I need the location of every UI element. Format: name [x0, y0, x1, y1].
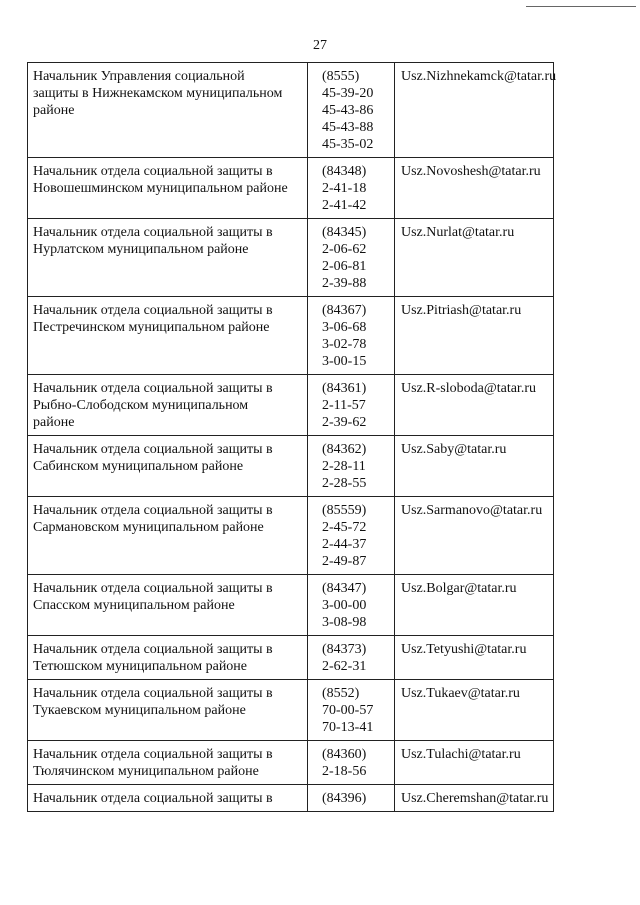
email-cell: [395, 497, 554, 575]
phone-area-code: (84348): [322, 164, 367, 179]
page-number: 27: [313, 38, 327, 53]
table-row: [28, 297, 554, 375]
email-cell: [395, 375, 554, 436]
phone-area-code: (85559): [322, 503, 367, 518]
department-title-cell: [28, 497, 308, 575]
department-title-line: Начальник отдела социальной защиты в: [33, 581, 273, 596]
email-cell: [395, 680, 554, 741]
phone-area-code: (84360): [322, 747, 367, 762]
email-cell: [395, 636, 554, 680]
department-title-line: защиты в Нижнекамском муниципальном: [33, 86, 283, 101]
email-address: Usz.Saby@tatar.ru: [401, 442, 507, 457]
email-cell: [395, 158, 554, 219]
phone-area-code: (84367): [322, 303, 367, 318]
department-title-line: Начальник отдела социальной защиты в: [33, 642, 273, 657]
phone-number: 2-28-11: [322, 459, 366, 474]
department-title-line: Начальник отдела социальной защиты в: [33, 225, 273, 240]
department-title-cell: [28, 680, 308, 741]
department-title-line: Спасском муниципальном районе: [33, 598, 235, 613]
table-row: [28, 680, 554, 741]
department-title-line: Новошешминском муниципальном районе: [33, 181, 288, 196]
phone-number: 45-43-86: [322, 103, 374, 118]
email-address: Usz.Tukaev@tatar.ru: [401, 686, 520, 701]
phone-number: 2-44-37: [322, 537, 367, 552]
table-row: [28, 436, 554, 497]
department-title-cell: [28, 63, 308, 158]
phone-cell: [308, 785, 395, 812]
phone-area-code: (84362): [322, 442, 367, 457]
email-address: Usz.Tulachi@tatar.ru: [401, 747, 521, 762]
phone-area-code: (84373): [322, 642, 367, 657]
email-address: Usz.R-sloboda@tatar.ru: [401, 381, 536, 396]
email-cell: [395, 297, 554, 375]
table-row: [28, 497, 554, 575]
phone-number: 2-39-88: [322, 276, 367, 291]
email-address: Usz.Nizhnekamck@tatar.ru: [401, 69, 557, 84]
phone-area-code: (8552): [322, 686, 360, 701]
phone-number: 45-35-02: [322, 137, 374, 152]
department-title-line: районе: [33, 415, 75, 430]
department-title-line: Сабинском муниципальном районе: [33, 459, 244, 474]
phone-cell: [308, 680, 395, 741]
email-address: Usz.Nurlat@tatar.ru: [401, 225, 515, 240]
phone-number: 2-06-62: [322, 242, 367, 257]
phone-cell: [308, 636, 395, 680]
department-title-cell: [28, 636, 308, 680]
phone-number: 3-06-68: [322, 320, 367, 335]
department-title-line: Начальник отдела социальной защиты в: [33, 442, 273, 457]
department-title-line: Начальник отдела социальной защиты в: [33, 686, 273, 701]
phone-number: 2-62-31: [322, 659, 367, 674]
department-title-cell: [28, 785, 308, 812]
email-address: Usz.Bolgar@tatar.ru: [401, 581, 517, 596]
contacts-table: [27, 62, 557, 812]
email-cell: [395, 741, 554, 785]
phone-cell: [308, 158, 395, 219]
phone-number: 3-08-98: [322, 615, 367, 630]
phone-number: 2-45-72: [322, 520, 367, 535]
table-row: [28, 219, 554, 297]
phone-number: 2-28-55: [322, 476, 367, 491]
department-title-line: Сармановском муниципальном районе: [33, 520, 264, 535]
phone-number: 3-02-78: [322, 337, 367, 352]
phone-number: 2-11-57: [322, 398, 366, 413]
phone-number: 2-41-42: [322, 198, 367, 213]
table-row: [28, 741, 554, 785]
department-title-line: Тетюшском муниципальном районе: [33, 659, 248, 674]
department-title-cell: [28, 575, 308, 636]
department-title-cell: [28, 158, 308, 219]
table-row: [28, 785, 554, 812]
phone-number: 2-41-18: [322, 181, 367, 196]
email-cell: [395, 575, 554, 636]
email-cell: [395, 785, 554, 812]
department-title-line: Начальник Управления социальной: [33, 69, 245, 84]
department-title-line: Тукаевском муниципальном районе: [33, 703, 246, 718]
email-address: Usz.Novoshesh@tatar.ru: [401, 164, 541, 179]
department-title-cell: [28, 741, 308, 785]
table-row: [28, 158, 554, 219]
department-title-line: Начальник отдела социальной защиты в: [33, 303, 273, 318]
table-row: [28, 636, 554, 680]
phone-number: 3-00-15: [322, 354, 367, 369]
email-cell: [395, 436, 554, 497]
phone-number: 2-49-87: [322, 554, 367, 569]
phone-number: 45-43-88: [322, 120, 374, 135]
contacts-table-body: [28, 63, 557, 812]
email-cell: [395, 219, 554, 297]
table-row: [28, 575, 554, 636]
phone-cell: [308, 375, 395, 436]
department-title-line: Тюлячинском муниципальном районе: [33, 764, 259, 779]
phone-area-code: (84361): [322, 381, 367, 396]
phone-number: 3-00-00: [322, 598, 367, 613]
phone-number: 2-06-81: [322, 259, 367, 274]
phone-area-code: (84345): [322, 225, 367, 240]
phone-area-code: (84347): [322, 581, 367, 596]
department-title-line: Нурлатском муниципальном районе: [33, 242, 249, 257]
phone-number: 70-00-57: [322, 703, 374, 718]
department-title-cell: [28, 375, 308, 436]
phone-cell: [308, 436, 395, 497]
department-title-line: Начальник отдела социальной защиты в: [33, 381, 273, 396]
department-title-line: Начальник отдела социальной защиты в: [33, 791, 273, 806]
phone-cell: [308, 297, 395, 375]
department-title-line: Рыбно-Слободском муниципальном: [33, 398, 249, 413]
phone-number: 2-39-62: [322, 415, 367, 430]
phone-area-code: (8555): [322, 69, 360, 84]
phone-number: 70-13-41: [322, 720, 374, 735]
phone-number: 2-18-56: [322, 764, 367, 779]
department-title-line: Пестречинском муниципальном районе: [33, 320, 270, 335]
table-row: [28, 63, 554, 158]
department-title-line: Начальник отдела социальной защиты в: [33, 164, 273, 179]
phone-cell: [308, 575, 395, 636]
phone-number: 45-39-20: [322, 86, 374, 101]
department-title-line: Начальник отдела социальной защиты в: [33, 747, 273, 762]
department-title-cell: [28, 297, 308, 375]
department-title-line: Начальник отдела социальной защиты в: [33, 503, 273, 518]
department-title-cell: [28, 219, 308, 297]
phone-cell: [308, 63, 395, 158]
phone-cell: [308, 497, 395, 575]
department-title-line: районе: [33, 103, 75, 118]
email-address: Usz.Sarmanovo@tatar.ru: [401, 503, 543, 518]
table-row: [28, 375, 554, 436]
phone-area-code: (84396): [322, 791, 367, 806]
top-rule: [526, 6, 636, 7]
email-cell: [395, 63, 557, 158]
phone-cell: [308, 741, 395, 785]
department-title-cell: [28, 436, 308, 497]
phone-cell: [308, 219, 395, 297]
email-address: Usz.Tetyushi@tatar.ru: [401, 642, 527, 657]
email-address: Usz.Pitriash@tatar.ru: [401, 303, 522, 318]
email-address: Usz.Cheremshan@tatar.ru: [401, 791, 549, 806]
